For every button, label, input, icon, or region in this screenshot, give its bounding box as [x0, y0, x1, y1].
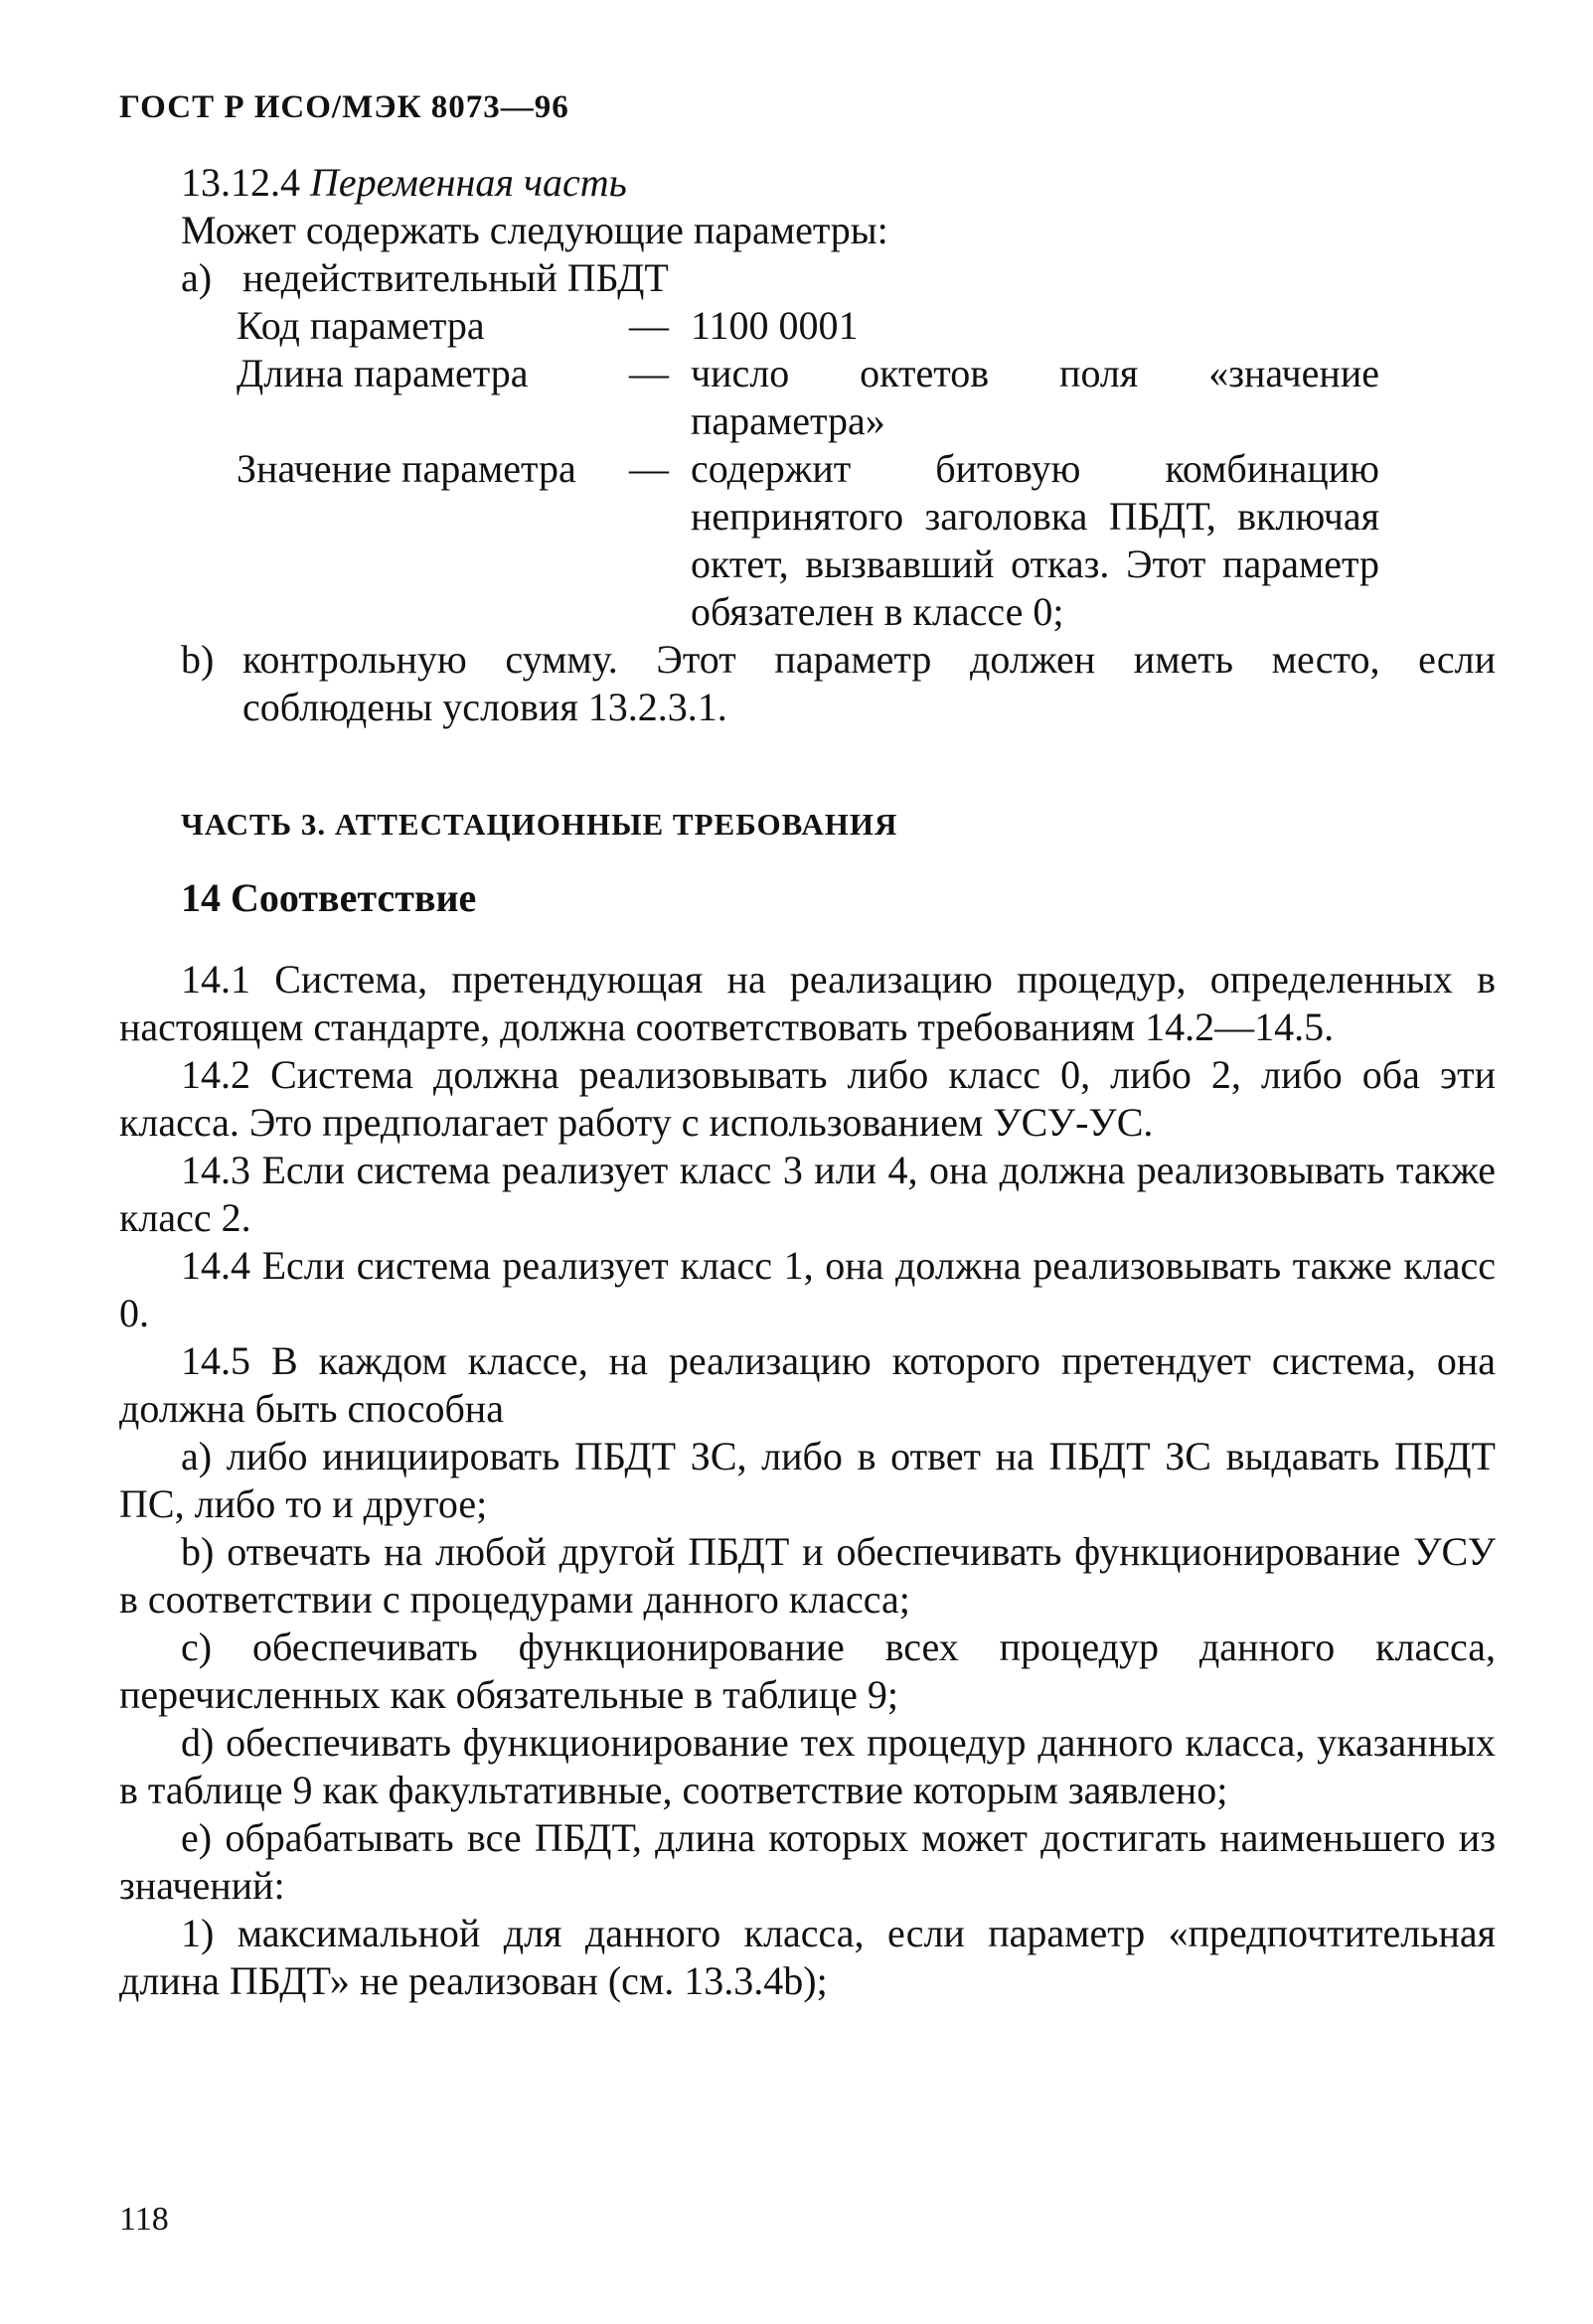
param-dash: —: [629, 351, 669, 395]
document-header: ГОСТ Р ИСО/МЭК 8073—96: [119, 89, 569, 125]
list-marker: а): [181, 255, 213, 300]
list-text: недействительный ПБДТ: [242, 255, 669, 300]
part-title: ЧАСТЬ 3. АТТЕСТАЦИОННЫЕ ТРЕБОВАНИЯ: [181, 807, 898, 842]
section-14-title: 14 Соответствие: [181, 875, 477, 920]
paragraph: a) либо инициировать ПБДТ ЗС, либо в ответ на ПБДТ ЗС выдавать ПБДТ ПС, либо то и другое;: [119, 1434, 1496, 1526]
param-value: число октетов поля «значение параметра»: [691, 351, 1379, 443]
paragraph: 14.3 Если система реализует класс 3 или 4, она должна реализовывать также класс 2.: [119, 1148, 1496, 1240]
param-name: Длина параметра: [237, 351, 529, 395]
paragraph: 14.1 Система, претендующая на реализацию процедур, определенных в настоящем стандарте, должна соответствовать требованиям 14.2—14.5.: [119, 957, 1496, 1049]
paragraph: c) обеспечивать функционирование всех процедур данного класса, перечисленных как обязательные в таблице 9;: [119, 1625, 1496, 1717]
paragraph: d) обеспечивать функционирование тех процедур данного класса, указанных в таблице 9 как факультативные, соответствие которым заявлено;: [119, 1720, 1496, 1812]
list-marker: b): [181, 637, 215, 682]
paragraph: 14.2 Система должна реализовывать либо класс 0, либо 2, либо оба эти класса. Это предполагает работу с использованием УСУ-УС.: [119, 1052, 1496, 1145]
param-name: Значение параметра: [237, 446, 576, 491]
section-13-12-4: [119, 159, 1496, 731]
section-number: 13.12.4: [181, 160, 300, 205]
paragraph: 1) максимальной для данного класса, если параметр «предпочтительная длина ПБДТ» не реализован (см. 13.3.4b);: [119, 1911, 1496, 2003]
paragraph: b) отвечать на любой другой ПБДТ и обеспечивать функционирование УСУ в соответствии с процедурами данного класса;: [119, 1529, 1496, 1622]
paragraph: e) обрабатывать все ПБДТ, длина которых может достигать наименьшего из значений:: [119, 1815, 1496, 1908]
paragraph: 14.4 Если система реализует класс 1, она должна реализовывать также класс 0.: [119, 1243, 1496, 1335]
param-dash: —: [629, 446, 669, 491]
paragraph: 14.5 В каждом классе, на реализацию которого претендует система, она должна быть способна: [119, 1338, 1496, 1431]
param-name: Код параметра: [237, 303, 485, 348]
section-title: Переменная часть: [310, 160, 627, 205]
list-item-a: [119, 254, 1496, 302]
param-dash: —: [629, 303, 669, 348]
param-value: 1100 0001: [691, 303, 859, 348]
section-heading: [119, 159, 1496, 207]
section-intro: Может содержать следующие параметры:: [181, 208, 888, 252]
page-number: 118: [119, 2201, 169, 2238]
param-value: содержит битовую комбинацию непринятого заголовка ПБДТ, включая октет, вызвавший отказ. Этот параметр обязателен в классе 0;: [691, 446, 1379, 634]
list-item-b: [119, 636, 1496, 731]
list-text: контрольную сумму. Этот параметр должен иметь место, если соблюдены условия 13.2.3.1.: [242, 637, 1496, 729]
section-14-body: [119, 956, 1496, 2005]
parameter-table: [237, 302, 1379, 636]
